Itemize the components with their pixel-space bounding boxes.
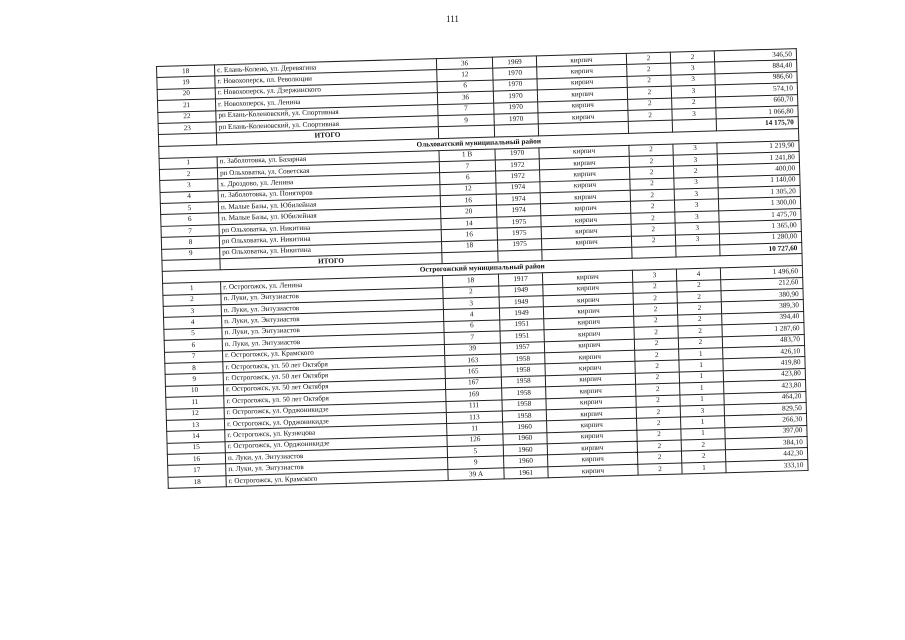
- address-cell: п. Луки, ул. Энтузиастов: [222, 310, 444, 328]
- build-year-cell: 1970: [493, 90, 537, 103]
- floors-cell: 2: [636, 395, 680, 408]
- entrances-cell: 2: [681, 439, 725, 452]
- house-number-cell: 4: [443, 308, 499, 321]
- row-number-cell: 6: [164, 339, 222, 352]
- house-number-cell: 113: [446, 411, 502, 424]
- wall-material-cell: кирпич: [544, 339, 634, 353]
- floors-cell: 2: [626, 52, 670, 65]
- entrances-cell: 3: [673, 154, 717, 167]
- row-number-cell: 7: [164, 350, 222, 363]
- section-title: Ольховатский муниципальный район: [159, 128, 799, 158]
- build-year-cell: 1970: [494, 113, 538, 126]
- floors-cell: 2: [627, 64, 671, 77]
- row-number-cell: 18: [157, 65, 215, 78]
- entrances-cell: 1: [680, 393, 724, 406]
- floors-cell: 2: [627, 86, 671, 99]
- row-number-cell: 1: [163, 282, 221, 295]
- build-year-cell: 1974: [496, 193, 540, 206]
- wall-material-cell: кирпич: [537, 65, 627, 79]
- wall-material-cell: кирпич: [541, 225, 631, 239]
- build-year-cell: 1958: [502, 398, 546, 411]
- entrances-cell: 2: [678, 336, 722, 349]
- floors-cell: 2: [629, 155, 673, 168]
- floors-cell: 2: [628, 98, 672, 111]
- floors-cell: 2: [629, 144, 673, 157]
- floors-cell: 2: [628, 109, 672, 122]
- floors-cell: 2: [636, 383, 680, 396]
- build-year-cell: 1949: [499, 296, 543, 309]
- floors-cell: 2: [634, 326, 678, 339]
- entrances-cell: 2: [672, 96, 716, 109]
- wall-material-cell: кирпич: [546, 384, 636, 398]
- floors-cell: 2: [635, 349, 679, 362]
- wall-material-cell: кирпич: [541, 213, 631, 227]
- address-cell: п. Заболотовка, ул. Базарная: [217, 150, 439, 168]
- row-number-cell: 7: [161, 225, 219, 238]
- area-cell: 333,10: [726, 459, 808, 473]
- wall-material-cell: кирпич: [545, 373, 635, 387]
- row-number-cell: 20: [157, 88, 215, 101]
- build-year-cell: 1975: [497, 238, 541, 251]
- house-number-cell: 165: [445, 365, 501, 378]
- address-cell: г. Острогожск, ул. Орджоникидзе: [224, 412, 446, 430]
- area-cell: 212,60: [721, 277, 803, 291]
- row-number-cell: 13: [166, 419, 224, 432]
- house-number-cell: 11: [447, 422, 503, 435]
- address-cell: г. Острогожск, ул. Орджоникидзе: [224, 401, 446, 419]
- area-cell: 1 241,80: [717, 151, 799, 165]
- floors-cell: 2: [638, 463, 682, 476]
- house-number-cell: 3: [443, 297, 499, 310]
- entrances-cell: 3: [674, 177, 718, 190]
- address-cell: г. Острогожск, ул. Орджоникидзе: [225, 435, 447, 453]
- row-number-cell: 3: [160, 179, 218, 192]
- entrances-cell: 1: [681, 416, 725, 429]
- wall-material-cell: кирпич: [538, 99, 628, 113]
- entrances-cell: 1: [682, 462, 726, 475]
- floors-cell: 2: [636, 406, 680, 419]
- address-cell: п. Луки, ул. Энтузиастов: [225, 447, 447, 465]
- row-number-cell: 15: [167, 441, 225, 454]
- row-number-cell: 14: [167, 430, 225, 443]
- wall-material-cell: кирпич: [537, 88, 627, 102]
- house-number-cell: 163: [445, 354, 501, 367]
- entrances-cell: 3: [674, 199, 718, 212]
- wall-material-cell: кирпич: [546, 396, 636, 410]
- house-number-cell: 1 В: [439, 149, 495, 162]
- house-number-cell: 169: [446, 388, 502, 401]
- wall-material-cell: кирпич: [540, 179, 630, 193]
- total-label: ИТОГО: [216, 127, 438, 145]
- house-number-cell: 18: [442, 240, 498, 253]
- build-year-cell: 1974: [496, 182, 540, 195]
- house-number-cell: 7: [439, 160, 495, 173]
- wall-material-cell: кирпич: [541, 236, 631, 250]
- address-cell: с. Елань-Колено, ул. Деревягина: [214, 59, 436, 77]
- entrances-cell: 2: [677, 291, 721, 304]
- wall-material-cell: кирпич: [547, 419, 637, 433]
- wall-material-cell: кирпич: [538, 110, 628, 124]
- row-number-cell: 11: [166, 396, 224, 409]
- floors-cell: 2: [631, 212, 675, 225]
- entrances-cell: 2: [681, 450, 725, 463]
- entrances-cell: 4: [676, 268, 720, 281]
- house-number-cell: 39: [444, 343, 500, 356]
- area-cell: 829,50: [724, 402, 806, 416]
- house-number-cell: 6: [444, 320, 500, 333]
- address-cell: рп Елань-Коленовский, ул. Спортивная: [216, 116, 438, 134]
- floors-cell: 2: [633, 292, 677, 305]
- address-cell: п. Заболотовка, ул. Понятеров: [218, 184, 440, 202]
- floors-cell: 2: [631, 223, 675, 236]
- build-year-cell: 1917: [498, 273, 542, 286]
- entrances-cell: 3: [671, 74, 715, 87]
- area-cell: 1 305,20: [718, 186, 800, 200]
- row-number-cell: 21: [157, 99, 215, 112]
- build-year-cell: 1975: [497, 227, 541, 240]
- area-cell: 884,40: [715, 60, 797, 74]
- build-year-cell: 1961: [504, 467, 548, 480]
- floors-cell: 2: [635, 372, 679, 385]
- build-year-cell: 1972: [495, 159, 539, 172]
- wall-material-cell: кирпич: [540, 190, 630, 204]
- build-year-cell: 1975: [497, 216, 541, 229]
- address-cell: х. Дроздово, ул. Ленина: [218, 173, 440, 191]
- area-cell: 1 066,80: [716, 106, 798, 120]
- wall-material-cell: кирпич: [542, 271, 632, 285]
- entrances-cell: 3: [672, 108, 716, 121]
- house-number-cell: 20: [441, 206, 497, 219]
- area-cell: 1 365,00: [719, 220, 801, 234]
- floors-cell: 2: [637, 440, 681, 453]
- floors-cell: 2: [633, 303, 677, 316]
- address-cell: п. Малые Базы, ул. Юбилейная: [218, 196, 440, 214]
- build-year-cell: 1949: [499, 284, 543, 297]
- wall-material-cell: кирпич: [545, 362, 635, 376]
- house-number-cell: 14: [441, 217, 497, 230]
- entrances-cell: 2: [677, 302, 721, 315]
- row-number-cell: 16: [167, 453, 225, 466]
- entrances-cell: 3: [680, 405, 724, 418]
- build-year-cell: 1951: [500, 319, 544, 332]
- address-cell: рп Ольховатка, ул. Никитина: [220, 241, 442, 259]
- area-cell: 483,70: [722, 334, 804, 348]
- area-cell: 400,00: [717, 163, 799, 177]
- row-number-cell: 10: [165, 384, 223, 397]
- entrances-cell: 2: [678, 325, 722, 338]
- house-number-cell: 39 А: [448, 468, 504, 481]
- address-cell: г. Острогожск, ул. 50 лет Октября: [223, 378, 445, 396]
- build-year-cell: 1972: [496, 170, 540, 183]
- wall-material-cell: кирпич: [539, 156, 629, 170]
- house-number-cell: 9: [448, 456, 504, 469]
- entrances-cell: 2: [670, 51, 714, 64]
- area-cell: 380,90: [721, 289, 803, 303]
- wall-material-cell: кирпич: [544, 316, 634, 330]
- total-value: 14 175,70: [716, 117, 798, 131]
- entrances-cell: 3: [675, 233, 719, 246]
- row-number-cell: 22: [158, 110, 216, 123]
- wall-material-cell: кирпич: [548, 464, 638, 478]
- build-year-cell: 1958: [501, 353, 545, 366]
- wall-material-cell: кирпич: [544, 327, 634, 341]
- build-year-cell: 1974: [497, 204, 541, 217]
- house-number-cell: 7: [444, 331, 500, 344]
- row-number-cell: 19: [157, 76, 215, 89]
- address-cell: г. Острогожск, ул. Кузнецова: [225, 424, 447, 442]
- build-year-cell: 1969: [492, 56, 536, 69]
- row-number-cell: 8: [165, 362, 223, 375]
- entrances-cell: 3: [671, 62, 715, 75]
- wall-material-cell: кирпич: [536, 53, 626, 67]
- address-cell: рп Ольховатка, ул. Никитина: [219, 218, 441, 236]
- address-cell: г. Острогожск, ул. Ленина: [221, 276, 443, 294]
- house-number-cell: 36: [436, 57, 492, 70]
- floors-cell: 2: [630, 178, 674, 191]
- floors-cell: 2: [631, 235, 675, 248]
- address-cell: г. Острогожск, ул. 50 лет Октября: [224, 390, 446, 408]
- area-cell: 660,70: [716, 94, 798, 108]
- entrances-cell: 1: [679, 371, 723, 384]
- build-year-cell: 1960: [503, 444, 547, 457]
- house-number-cell: 36: [437, 91, 493, 104]
- address-cell: п. Луки, ул. Энтузиастов: [221, 287, 443, 305]
- area-cell: 423,80: [723, 368, 805, 382]
- wall-material-cell: кирпич: [539, 145, 629, 159]
- wall-material-cell: кирпич: [540, 168, 630, 182]
- address-cell: п. Луки, ул. Энтузиастов: [226, 458, 448, 476]
- area-cell: 1 219,90: [717, 140, 799, 154]
- row-number-cell: 9: [162, 247, 220, 260]
- entrances-cell: 3: [675, 211, 719, 224]
- area-cell: 1 496,60: [720, 266, 802, 280]
- house-number-cell: 111: [446, 400, 502, 413]
- section-title: Острогожский муниципальный район: [162, 254, 802, 284]
- house-number-cell: 12: [437, 68, 493, 81]
- area-cell: 574,10: [715, 83, 797, 97]
- row-number-cell: 1: [159, 156, 217, 169]
- area-cell: 397,00: [725, 425, 807, 439]
- entrances-cell: 3: [671, 85, 715, 98]
- row-number-cell: 6: [161, 213, 219, 226]
- row-number-cell: 2: [159, 168, 217, 181]
- row-number-cell: 4: [164, 316, 222, 329]
- row-number-cell: 17: [168, 464, 226, 477]
- row-number-cell: 12: [166, 407, 224, 420]
- address-cell: г. Острогожск, ул. Крамского: [226, 469, 448, 487]
- area-cell: 1 475,70: [719, 208, 801, 222]
- house-number-cell: 126: [447, 434, 503, 447]
- floors-cell: 2: [634, 338, 678, 351]
- wall-material-cell: кирпич: [543, 282, 633, 296]
- address-cell: п. Луки, ул. Энтузиастов: [222, 321, 444, 339]
- build-year-cell: 1958: [502, 387, 546, 400]
- house-number-cell: 18: [442, 274, 498, 287]
- address-cell: г. Новохоперск, пл. Революции: [215, 70, 437, 88]
- housing-table: [156, 48, 809, 489]
- build-year-cell: 1970: [493, 79, 537, 92]
- floors-cell: 3: [632, 269, 676, 282]
- build-year-cell: 1970: [495, 147, 539, 160]
- row-number-cell: 3: [163, 305, 221, 318]
- house-number-cell: 7: [438, 103, 494, 116]
- build-year-cell: 1970: [494, 101, 538, 114]
- floors-cell: 2: [630, 201, 674, 214]
- area-cell: 384,10: [725, 437, 807, 451]
- address-cell: г. Новохоперск, ул. Дзержинского: [215, 81, 437, 99]
- row-number-cell: 5: [164, 328, 222, 341]
- entrances-cell: 2: [674, 165, 718, 178]
- area-cell: 419,80: [723, 357, 805, 371]
- entrances-cell: 1: [679, 348, 723, 361]
- address-cell: г. Острогожск, ул. Крамского: [222, 344, 444, 362]
- wall-material-cell: кирпич: [545, 350, 635, 364]
- floors-cell: 2: [627, 75, 671, 88]
- entrances-cell: 3: [673, 142, 717, 155]
- house-number-cell: 16: [441, 228, 497, 241]
- row-number-cell: 9: [165, 373, 223, 386]
- row-number-cell: 4: [160, 191, 218, 204]
- area-cell: 426,10: [723, 345, 805, 359]
- wall-material-cell: кирпич: [537, 76, 627, 90]
- build-year-cell: 1958: [501, 364, 545, 377]
- build-year-cell: 1957: [500, 341, 544, 354]
- house-number-cell: 6: [440, 171, 496, 184]
- area-cell: 1 280,00: [719, 231, 801, 245]
- floors-cell: 2: [637, 451, 681, 464]
- house-number-cell: 5: [447, 445, 503, 458]
- build-year-cell: 1958: [502, 410, 546, 423]
- build-year-cell: 1970: [493, 67, 537, 80]
- area-cell: 986,60: [715, 71, 797, 85]
- floors-cell: 2: [633, 281, 677, 294]
- address-cell: п. Луки, ул. Энтузиастов: [221, 299, 443, 317]
- entrances-cell: 2: [677, 279, 721, 292]
- entrances-cell: 1: [679, 359, 723, 372]
- total-label: ИТОГО: [220, 253, 442, 271]
- entrances-cell: 1: [681, 427, 725, 440]
- entrances-cell: 1: [680, 382, 724, 395]
- area-cell: 423,80: [724, 380, 806, 394]
- floors-cell: 2: [635, 360, 679, 373]
- wall-material-cell: кирпич: [547, 430, 637, 444]
- build-year-cell: 1951: [500, 330, 544, 343]
- build-year-cell: 1960: [503, 432, 547, 445]
- address-cell: рп Ольховатка, ул. Никитина: [219, 230, 441, 248]
- address-cell: п. Малые Базы, ул. Юбилейная: [219, 207, 441, 225]
- row-number-cell: 8: [161, 236, 219, 249]
- address-cell: рп Елань-Коленовский, ул. Спортивная: [216, 104, 438, 122]
- table-body: [157, 49, 809, 489]
- area-cell: 394,40: [722, 311, 804, 325]
- house-number-cell: 12: [440, 183, 496, 196]
- area-cell: 1 300,00: [718, 197, 800, 211]
- row-number-cell: 23: [158, 122, 216, 135]
- housing-table-sheet: [156, 48, 808, 489]
- build-year-cell: 1958: [501, 376, 545, 389]
- address-cell: г. Острогожск, ул. 50 лет Октября: [223, 367, 445, 385]
- wall-material-cell: кирпич: [547, 441, 637, 455]
- area-cell: 389,30: [721, 300, 803, 314]
- entrances-cell: 3: [674, 188, 718, 201]
- area-cell: 1 287,60: [722, 323, 804, 337]
- area-cell: 1 140,00: [718, 174, 800, 188]
- address-cell: г. Новохоперск, ул. Ленина: [215, 93, 437, 111]
- row-number-cell: 2: [163, 293, 221, 306]
- total-value: 10 727,60: [720, 243, 802, 257]
- house-number-cell: 167: [445, 377, 501, 390]
- address-cell: п. Луки, ул. Энтузиастов: [222, 333, 444, 351]
- wall-material-cell: кирпич: [543, 305, 633, 319]
- area-cell: 266,30: [724, 414, 806, 428]
- house-number-cell: 9: [438, 114, 494, 127]
- floors-cell: 2: [634, 315, 678, 328]
- house-number-cell: 16: [440, 194, 496, 207]
- address-cell: рп Ольховатка, ул. Советская: [217, 162, 439, 180]
- entrances-cell: 3: [675, 222, 719, 235]
- entrances-cell: 2: [678, 314, 722, 327]
- floors-cell: 2: [630, 189, 674, 202]
- wall-material-cell: кирпич: [541, 202, 631, 216]
- wall-material-cell: кирпич: [548, 453, 638, 467]
- house-number-cell: 6: [437, 80, 493, 93]
- floors-cell: 2: [637, 417, 681, 430]
- build-year-cell: 1960: [504, 455, 548, 468]
- build-year-cell: 1949: [499, 307, 543, 320]
- area-cell: 346,50: [714, 49, 796, 63]
- page-number: 111: [446, 14, 459, 24]
- floors-cell: 2: [637, 429, 681, 442]
- wall-material-cell: кирпич: [546, 407, 636, 421]
- row-number-cell: 18: [168, 476, 226, 489]
- floors-cell: 2: [630, 166, 674, 179]
- row-number-cell: 5: [160, 202, 218, 215]
- area-cell: 464,20: [724, 391, 806, 405]
- address-cell: г. Острогожск, ул. 50 лет Октября: [223, 356, 445, 374]
- wall-material-cell: кирпич: [543, 293, 633, 307]
- area-cell: 442,30: [725, 448, 807, 462]
- build-year-cell: 1960: [503, 421, 547, 434]
- house-number-cell: 2: [443, 286, 499, 299]
